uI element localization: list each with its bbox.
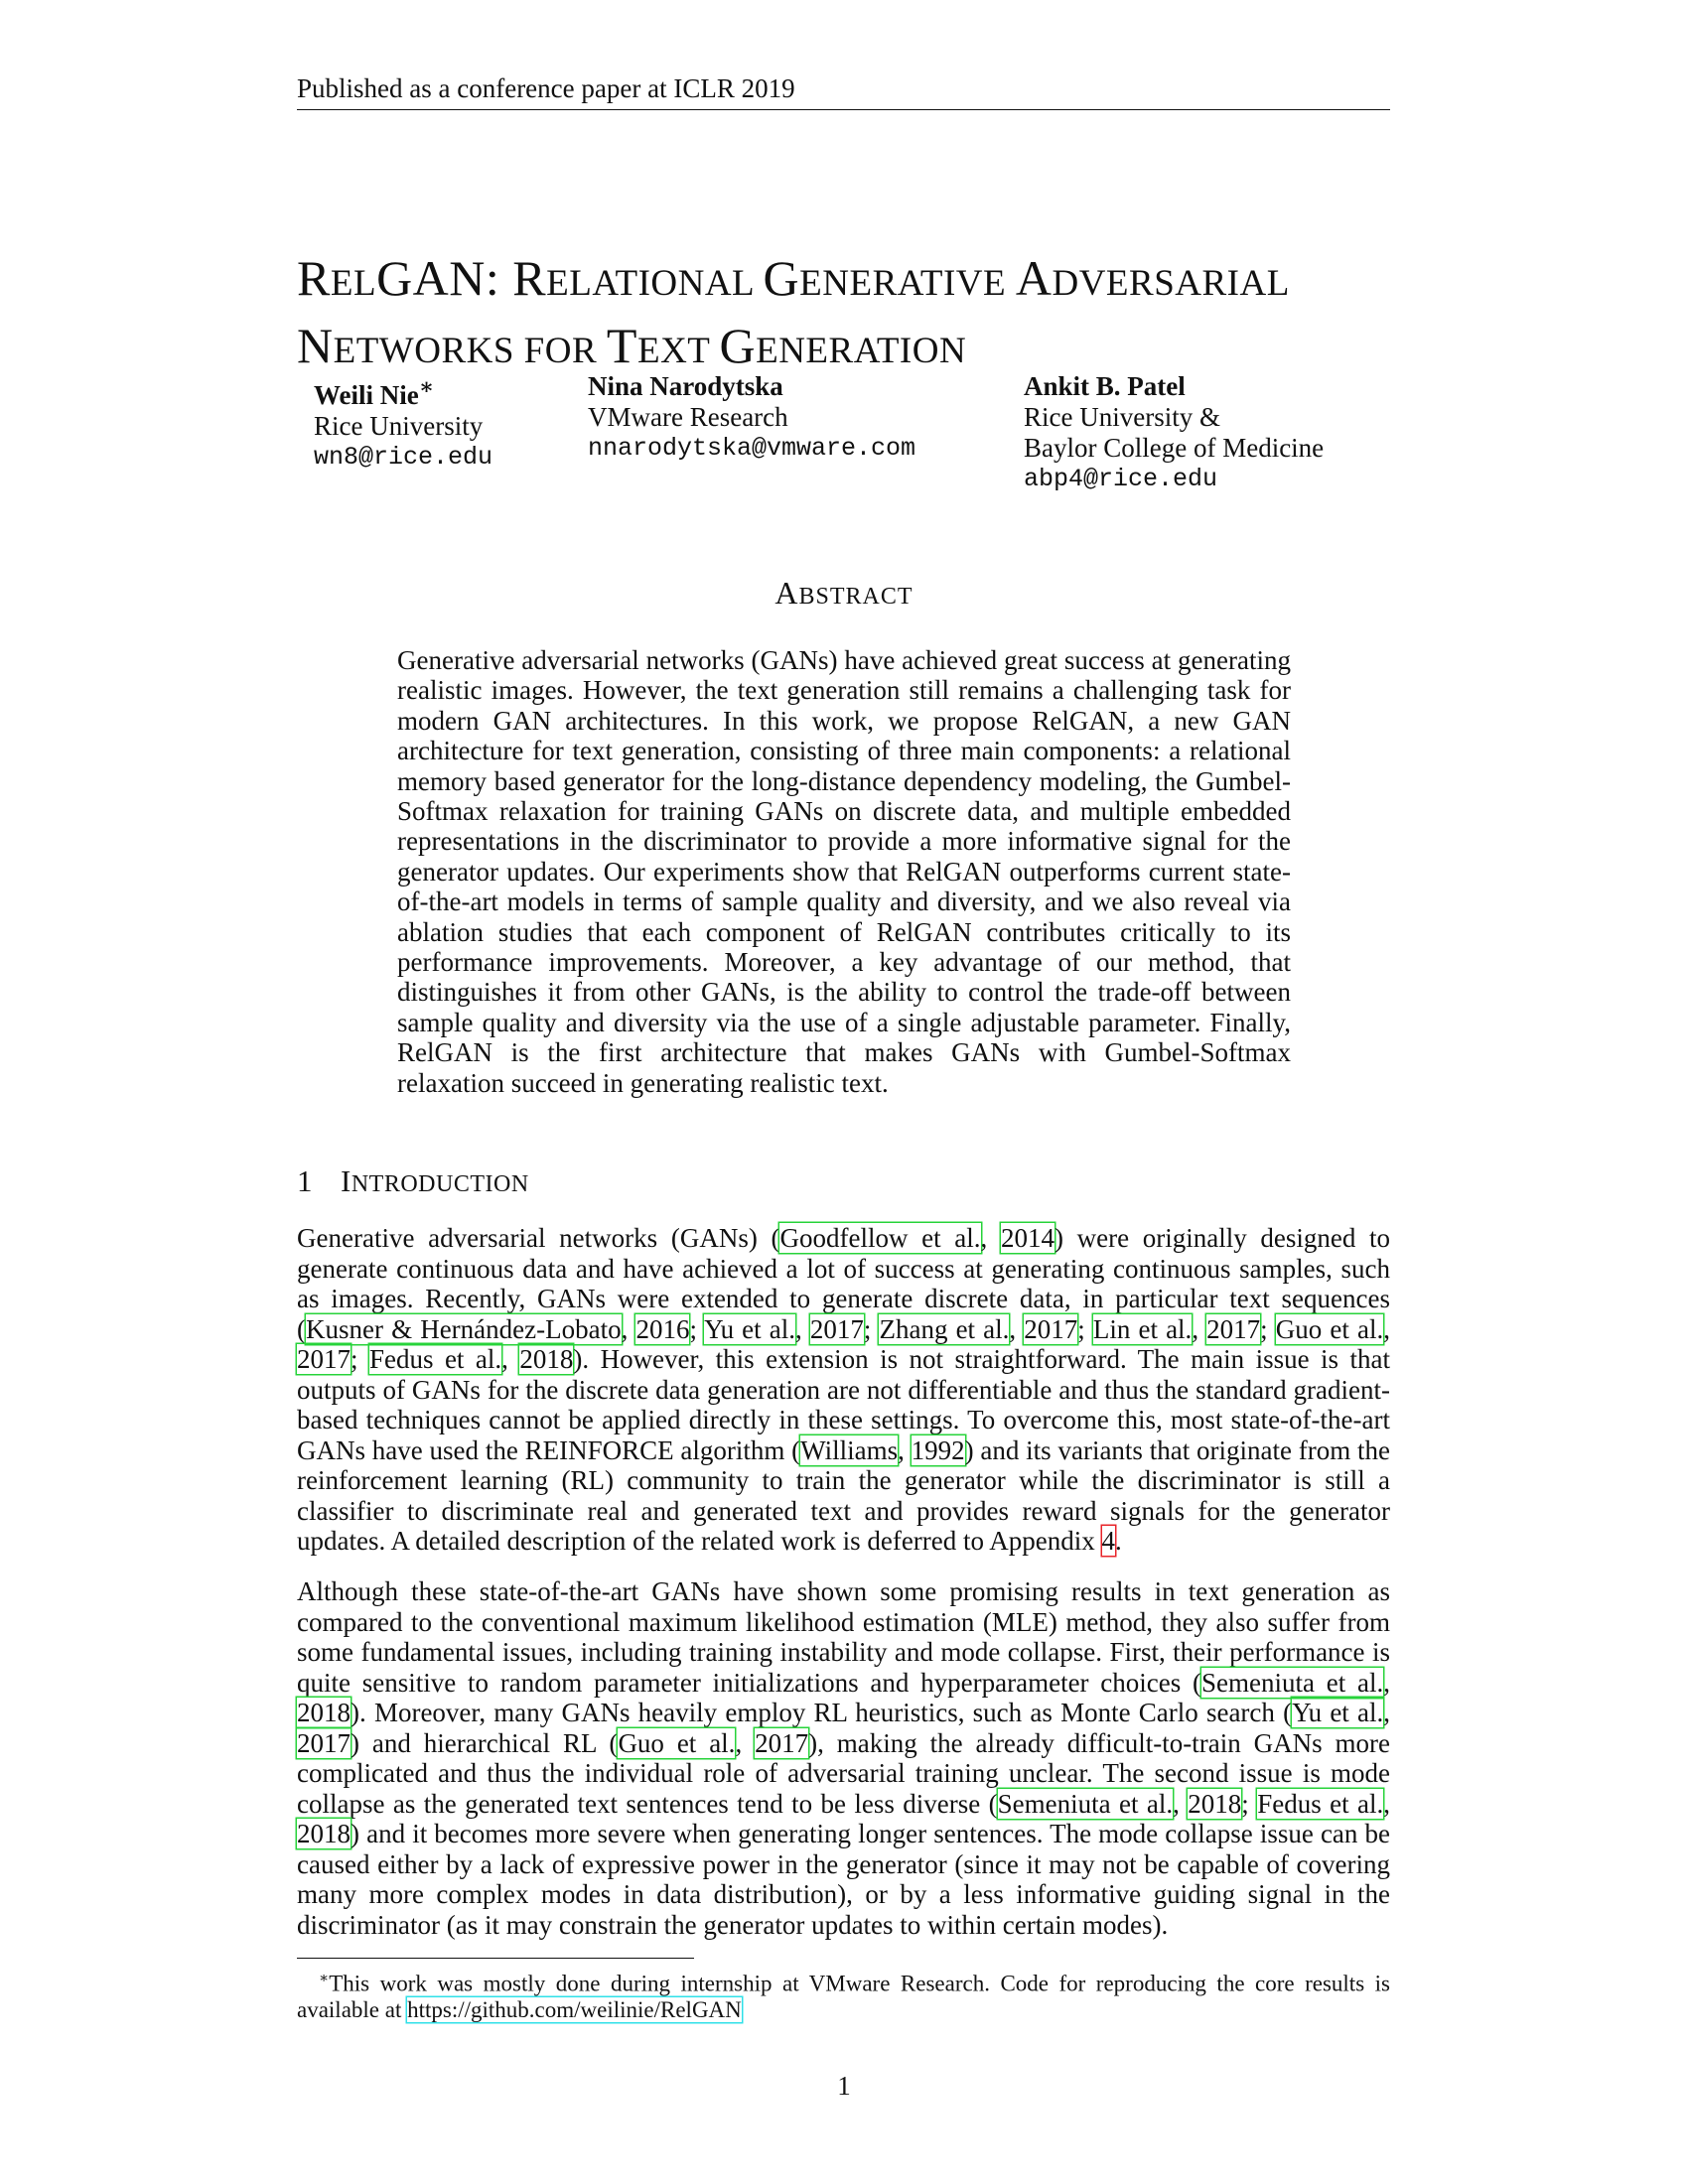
footnote: [297, 1966, 1390, 2023]
title-capital: R: [512, 249, 547, 306]
footnote-mark: ∗: [319, 1971, 330, 1986]
running-header: Published as a conference paper at ICLR 2019: [297, 71, 1390, 110]
title-capital: R: [297, 249, 331, 306]
code-url-link[interactable]: https://github.com/weilinie/RelGAN: [407, 1996, 742, 2022]
citation-link[interactable]: 2017: [809, 1313, 864, 1344]
citation-link[interactable]: 1992: [911, 1434, 965, 1465]
author-block: [314, 371, 492, 473]
author-block: [588, 371, 915, 464]
title-smallcaps: EXT: [636, 330, 720, 371]
author-footnote-mark[interactable]: ∗: [418, 374, 435, 399]
citation-link[interactable]: Fedus et al.: [1257, 1788, 1384, 1819]
citation-link[interactable]: 2018: [1188, 1788, 1242, 1819]
title-smallcaps: ENERATION: [756, 330, 967, 371]
title-text: GAN:: [376, 249, 513, 306]
citation-link[interactable]: Kusner & Hernández-Lobato: [306, 1313, 622, 1344]
citation-link[interactable]: 2017: [755, 1727, 809, 1758]
citation-link[interactable]: 2014: [1000, 1223, 1055, 1253]
author-email[interactable]: abp4@rice.edu: [1024, 465, 1218, 493]
citation-link[interactable]: Yu et al.: [1292, 1698, 1384, 1727]
citation-link[interactable]: Lin et al.: [1092, 1313, 1193, 1344]
author-affiliation: Rice University &: [1024, 402, 1220, 432]
citation-link[interactable]: Guo et al.: [618, 1727, 736, 1758]
author-email[interactable]: nnarodytska@vmware.com: [588, 434, 916, 463]
page-number: 1: [837, 2071, 851, 2101]
citation-link[interactable]: 2017: [297, 1727, 351, 1758]
abstract-heading: ABSTRACT: [774, 575, 914, 611]
citation-link[interactable]: 2016: [635, 1313, 690, 1344]
citation-link[interactable]: 2017: [297, 1344, 351, 1374]
footnote-rule: [297, 1958, 694, 1959]
body-paragraph: Generative adversarial networks (GANs) (Goodfellow et al., 2014) were originally designed to generate continuous data and have achieved a lot of success at generating continuous samples, such as images. Recently, GANs were extended to generate discrete data, in particular text sequences (Kusner & Hernández-Lobato, 2016; Yu et al., 2017; Zhang et al., 2017; Lin et al., 2017; Guo et al., 2017; Fedus et al., 2018). However, this extension is not straightforward. The main issue is that outputs of GANs for the discrete data generation are not differentiable and thus the standard gradient-based techniques cannot be applied directly in these settings. To overcome this, most state-of-the-art GANs have used the REINFORCE algorithm (Williams, 1992) and its variants that originate from the reinforcement learning (RL) community to train the generator while the discriminator is still a classifier to discriminate real and generated text and provides reward signals for the generator updates. A detailed description of the related work is deferred to Appendix 4.: [297, 1223, 1391, 1556]
title-smallcaps: ETWORKS FOR: [333, 330, 607, 371]
author-email[interactable]: wn8@rice.edu: [314, 443, 493, 472]
citation-link[interactable]: 2017: [1024, 1313, 1078, 1344]
title-smallcaps: EL: [330, 262, 377, 304]
title-smallcaps: ENERATIVE: [799, 262, 1016, 304]
author-name: Weili Nie∗: [314, 374, 435, 410]
citation-link[interactable]: Goodfellow et al.: [779, 1223, 981, 1253]
citation-link[interactable]: Semeniuta et al.: [997, 1788, 1174, 1819]
citation-link[interactable]: 2018: [297, 1819, 351, 1848]
citation-link[interactable]: Williams: [800, 1434, 899, 1465]
citation-link[interactable]: Guo et al.: [1275, 1313, 1384, 1344]
citation-link[interactable]: Zhang et al.: [879, 1313, 1010, 1344]
body-paragraph: Although these state-of-the-art GANs have shown some promising results in text generation as compared to the conventional maximum likelihood estimation (MLE) method, they also suffer from some fundamental issues, including training instability and mode collapse. First, their performance is quite sensitive to random parameter initializations and hyperparameter choices (Semeniuta et al., 2018). Moreover, many GANs heavily employ RL heuristics, such as Monte Carlo search (Yu et al., 2017) and hierarchical RL (Guo et al., 2017), making the already difficult-to-train GANs more complicated and thus the individual role of adversarial training unclear. The second issue is mode collapse as the generated text sentences tend to be less diverse (Semeniuta et al., 2018; Fedus et al., 2018) and it becomes more severe when generating longer sentences. The mode collapse issue can be caused either by a lack of expressive power in the generator (since it may not be capable of covering many more complex modes in data distribution), or by a less informative guiding signal in the discriminator (as it may constrain the generator updates to within certain modes).: [297, 1576, 1390, 1940]
author-affiliation: VMware Research: [588, 402, 788, 432]
title-line-1: [297, 247, 1399, 315]
section-heading: 1 INTRODUCTION: [297, 1163, 529, 1198]
footnote-text: This work was mostly done during internship at VMware Research. Code for reproducing the core results is available at: [297, 1971, 1390, 2022]
citation-link[interactable]: 2017: [1206, 1313, 1261, 1344]
title-capital: N: [297, 317, 334, 373]
abstract-text: Generative adversarial networks (GANs) have achieved great success at generating realistic images. However, the text generation still remains a challenging task for modern GAN architectures. In this work, we propose RelGAN, a new GAN architecture for text generation, consisting of three main components: a relational memory based generator for the long-distance dependency modeling, the Gumbel-Softmax relaxation for training GANs on discrete data, and multiple embedded representations in the discriminator to provide a more informative signal for the generator updates. Our experiments show that RelGAN outperforms current state-of-the-art models in terms of sample quality and diversity, and we also reveal via ablation studies that each component of RelGAN contributes critically to its performance improvements. Moreover, a key advantage of our method, that distinguishes it from other GANs, is the ability to control the trade-off between sample quality and diversity via the use of a single adjustable parameter. Finally, RelGAN is the first architecture that makes GANs with Gumbel-Softmax relaxation succeed in generating realistic text.: [397, 645, 1291, 1098]
paper-title: [297, 247, 1399, 382]
title-smallcaps: ELATIONAL: [546, 262, 764, 304]
title-capital: T: [606, 317, 637, 373]
author-name: Nina Narodytska: [588, 371, 783, 401]
author-block: [1024, 371, 1324, 494]
citation-link[interactable]: Semeniuta et al.: [1201, 1667, 1384, 1698]
author-name: Ankit B. Patel: [1024, 371, 1186, 401]
author-affiliation: Rice University: [314, 411, 484, 441]
title-capital: G: [763, 249, 800, 306]
citation-link[interactable]: Fedus et al.: [368, 1344, 502, 1374]
title-capital: G: [719, 317, 757, 373]
author-affiliation: Baylor College of Medicine: [1024, 433, 1325, 463]
title-capital: A: [1015, 249, 1053, 306]
citation-link[interactable]: 2018: [519, 1344, 574, 1374]
title-smallcaps: DVERSARIAL: [1052, 262, 1290, 304]
citation-link[interactable]: 2018: [297, 1698, 351, 1727]
appendix-crossref-link[interactable]: 4: [1101, 1526, 1116, 1556]
citation-link[interactable]: Yu et al.: [704, 1313, 796, 1344]
